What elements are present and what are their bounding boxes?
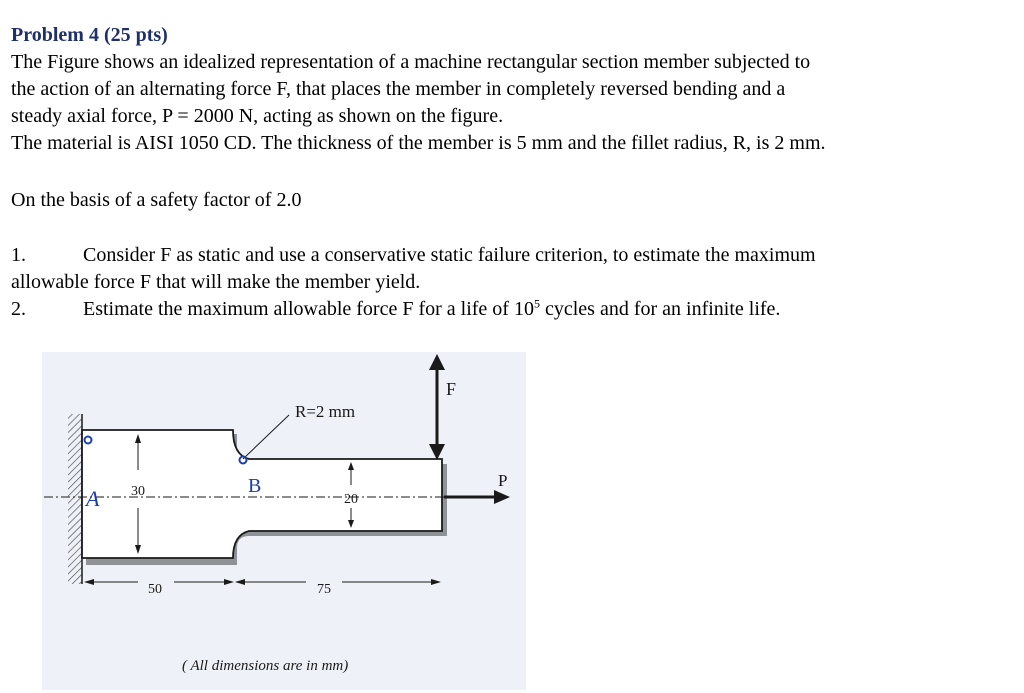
- figure-caption: ( All dimensions are in mm): [182, 658, 349, 674]
- force-p-label: P: [498, 471, 508, 490]
- dim-30-label: 30: [131, 484, 145, 499]
- question-1-text: Consider F as static and use a conservative static failure criterion, to estimate the maximum: [83, 244, 816, 266]
- question-2-text-end: cycles and for an infinite life.: [539, 298, 781, 320]
- member-figure: [42, 352, 526, 690]
- wall-support-hatching: [68, 414, 82, 584]
- description-line-1: The Figure shows an idealized representation of a machine rectangular section member subjected to: [11, 51, 811, 73]
- question-1: [11, 243, 816, 267]
- safety-factor-statement: On the basis of a safety factor of 2.0: [11, 189, 302, 211]
- dim-50-label: 50: [148, 582, 162, 597]
- question-1-number: 1.: [11, 244, 26, 266]
- question-2-number: 2.: [11, 298, 26, 320]
- question-2: [11, 297, 780, 321]
- point-a-label: A: [86, 486, 100, 511]
- description-line-2: the action of an alternating force F, that places the member in completely reversed bending and a: [11, 78, 786, 100]
- description-line-3: steady axial force, P = 2000 N, acting as shown on the figure.: [11, 105, 504, 127]
- dim-20-label: 20: [344, 492, 358, 507]
- problem-title: Problem 4 (25 pts): [11, 24, 168, 46]
- description-line-4: The material is AISI 1050 CD. The thickness of the member is 5 mm and the fillet radius, R, is 2 mm.: [11, 132, 826, 154]
- dim-75-label: 75: [317, 582, 331, 597]
- point-b-label: B: [248, 475, 262, 497]
- fillet-radius-label: R=2 mm: [295, 402, 356, 421]
- question-2-text: Estimate the maximum allowable force F for a life of 10: [83, 298, 534, 320]
- force-f-label: F: [446, 379, 457, 399]
- question-1-continuation: allowable force F that will make the member yield.: [11, 271, 421, 293]
- member-diagram: [42, 352, 526, 690]
- question-2-exponent: 5: [533, 296, 540, 311]
